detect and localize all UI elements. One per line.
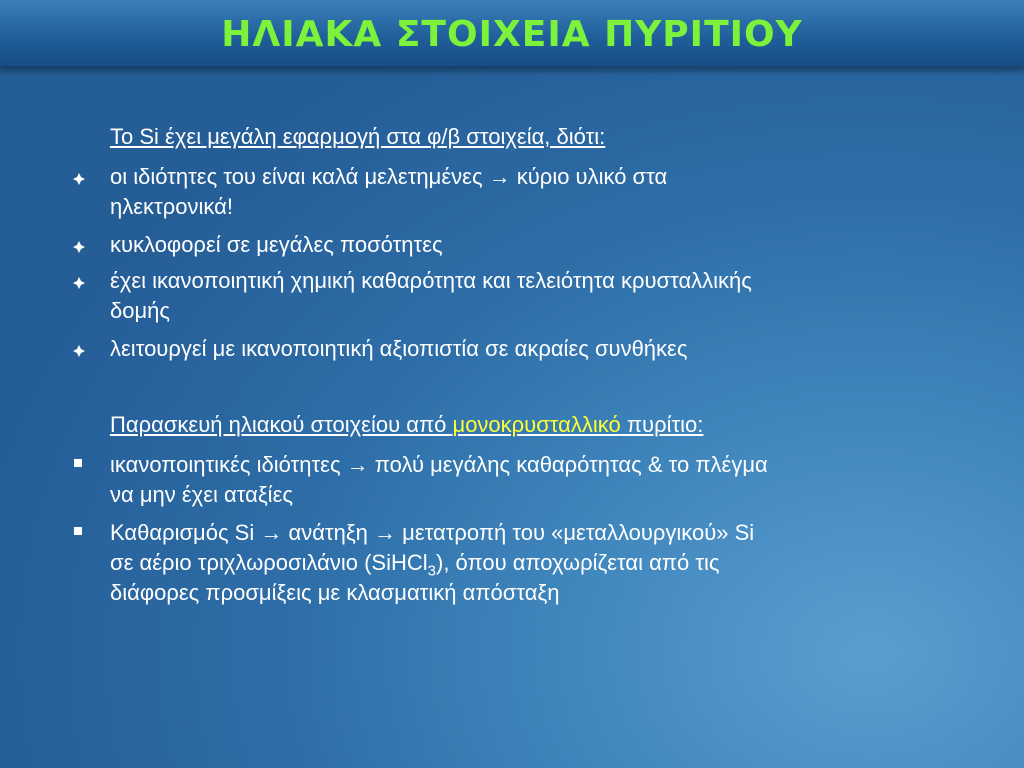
diamond-bullet-icon xyxy=(72,276,86,290)
section1-item-3-line2: δομής xyxy=(110,298,170,323)
title-bar xyxy=(0,0,1024,66)
diamond-bullet-icon xyxy=(72,172,86,186)
section2-intro xyxy=(110,410,970,440)
section2-item-1-line2: να μην έχει αταξίες xyxy=(110,482,293,507)
diamond-bullet-icon xyxy=(72,240,86,254)
section2-item-2-line2-pre: σε αέριο τριχλωροσιλάνιο (SiHCl xyxy=(110,550,428,575)
diamond-bullet-icon xyxy=(72,344,86,358)
section2-intro-pre: Παρασκευή ηλιακού στοιχείου από xyxy=(110,412,453,437)
slide-title: ΗΛΙΑΚΑ ΣΤΟΙΧΕΙΑ ΠΥΡΙΤΙΟΥ xyxy=(221,14,803,55)
section1-item-1-line1: οι ιδιότητες του είναι καλά μελετημένες → κύριο υλικό στα xyxy=(110,164,668,189)
section2-item-1-line1: ικανοποιητικές ιδιότητες → πολύ μεγάλης καθαρότητας & το πλέγμα xyxy=(110,452,768,477)
section2-item-2-line2 xyxy=(110,548,970,578)
section2-item-2-line3: διάφορες προσμίξεις με κλασματική απόσταξη xyxy=(110,580,560,605)
section2-intro-highlight: μονοκρυσταλλικό xyxy=(452,412,621,437)
section1-item-1-line2: ηλεκτρονικά! xyxy=(110,194,233,219)
square-bullet-icon xyxy=(74,459,82,467)
section1-item-3-line1: έχει ικανοποιητική χημική καθαρότητα και τελειότητα κρυσταλλικής xyxy=(110,268,752,293)
section1-item-2-line1: κυκλοφορεί σε μεγάλες ποσότητες xyxy=(110,232,443,257)
section2-item-2-line2-post: ), όπου αποχωρίζεται από τις xyxy=(436,550,720,575)
subscript-3: 3 xyxy=(427,562,436,580)
section2-intro-post: πυρίτιο: xyxy=(620,412,704,437)
section1-item-4-line1: λειτουργεί με ικανοποιητική αξιοπιστία σε ακραίες συνθήκες xyxy=(110,336,688,361)
section2-item-2-line1: Καθαρισμός Si → ανάτηξη → μετατροπή του «μεταλλουργικού» Si xyxy=(110,520,755,545)
section1-intro: Το Si έχει μεγάλη εφαρμογή στα φ/β στοιχεία, διότι: xyxy=(110,124,606,149)
square-bullet-icon xyxy=(74,527,82,535)
